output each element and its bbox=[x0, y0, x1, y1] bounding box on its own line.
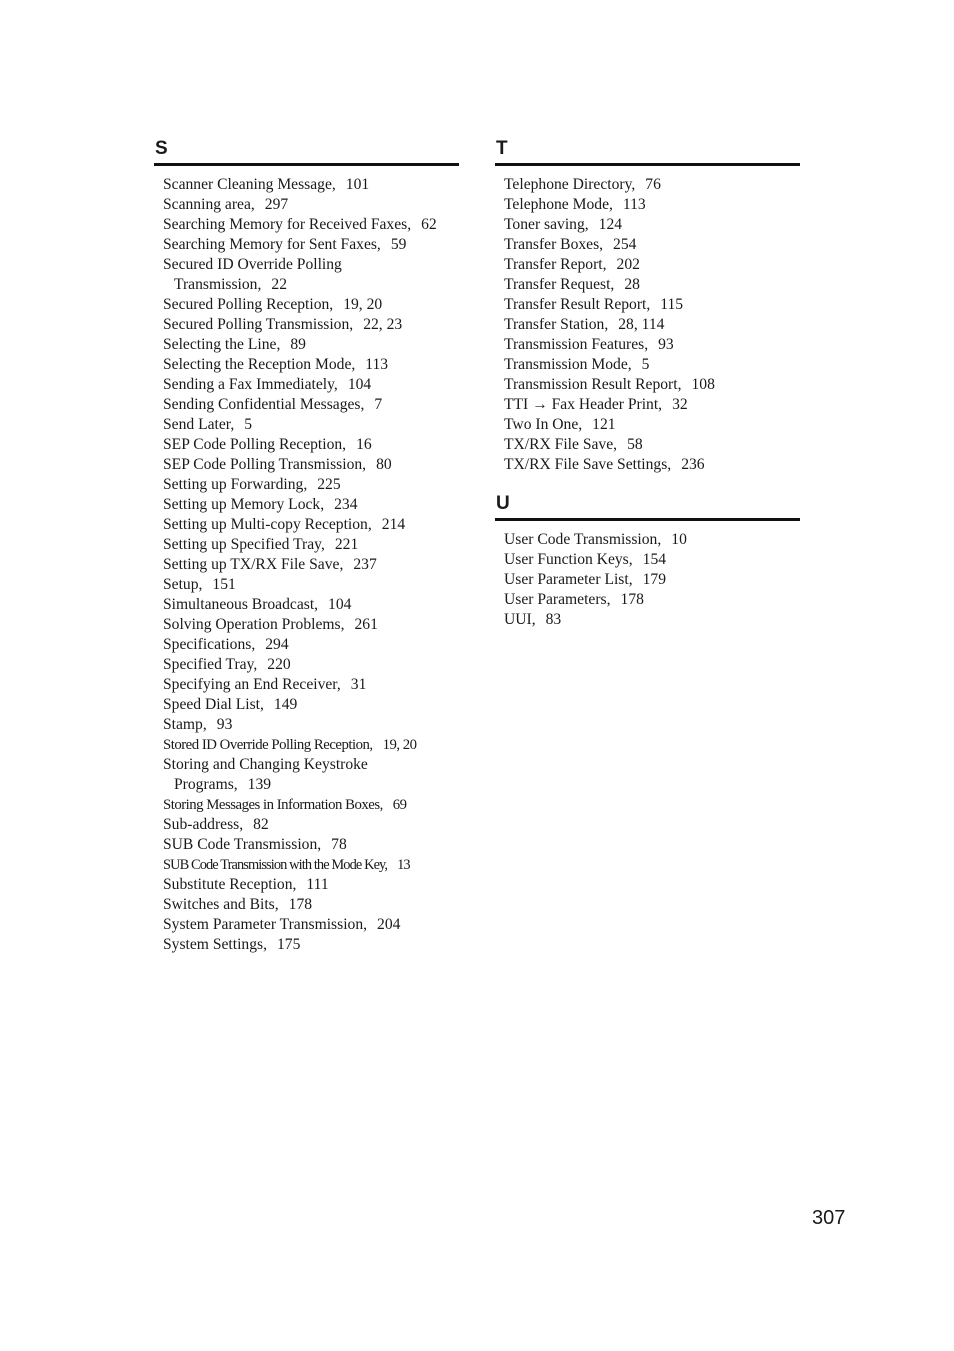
index-entry: Transmission Features, 93 bbox=[504, 336, 674, 353]
index-entry: Setup, 151 bbox=[163, 576, 236, 593]
index-entry: Secured Polling Transmission, 22, 23 bbox=[163, 316, 403, 333]
index-entry: SUB Code Transmission, 78 bbox=[163, 836, 347, 853]
index-entry: Transfer Station, 28, 114 bbox=[504, 316, 665, 333]
index-entry: Storing Messages in Information Boxes, 69 bbox=[163, 797, 407, 813]
index-entry: TX/RX File Save, 58 bbox=[504, 436, 643, 453]
index-section-t bbox=[495, 138, 800, 475]
index-entry: Two In One, 121 bbox=[504, 416, 616, 433]
index-section-s bbox=[154, 138, 459, 955]
index-entry: Setting up Multi-copy Reception, 214 bbox=[163, 516, 406, 533]
page-number: 307 bbox=[812, 1207, 846, 1229]
index-entry: Substitute Reception, 111 bbox=[163, 876, 329, 893]
index-entry: Storing and Changing Keystroke Programs, 139 bbox=[163, 756, 368, 793]
index-entry: Specifications, 294 bbox=[163, 636, 289, 653]
index-entry: Secured Polling Reception, 19, 20 bbox=[163, 296, 383, 313]
index-entry: Searching Memory for Received Faxes, 62 bbox=[163, 216, 437, 233]
index-entry: Specifying an End Receiver, 31 bbox=[163, 676, 367, 693]
index-entry: User Parameters, 178 bbox=[504, 591, 644, 608]
index-entry: User Function Keys, 154 bbox=[504, 551, 667, 568]
index-entry: Stamp, 93 bbox=[163, 716, 233, 733]
index-entry: Speed Dial List, 149 bbox=[163, 696, 298, 713]
index-entry: Switches and Bits, 178 bbox=[163, 896, 313, 913]
section-heading-t: T bbox=[495, 138, 800, 166]
index-column-left bbox=[154, 138, 459, 955]
index-entry: Sub-address, 82 bbox=[163, 816, 269, 833]
section-heading-u: U bbox=[495, 493, 800, 521]
index-entry: Specified Tray, 220 bbox=[163, 656, 291, 673]
index-entry: Scanner Cleaning Message, 101 bbox=[163, 176, 370, 193]
index-entry: Selecting the Reception Mode, 113 bbox=[163, 356, 389, 373]
index-entry: Telephone Mode, 113 bbox=[504, 196, 646, 213]
entry-list-t bbox=[495, 175, 800, 475]
index-entry: Setting up Specified Tray, 221 bbox=[163, 536, 359, 553]
index-entry: Sending Confidential Messages, 7 bbox=[163, 396, 383, 413]
index-entry: Transfer Boxes, 254 bbox=[504, 236, 637, 253]
index-entry: Transfer Report, 202 bbox=[504, 256, 640, 273]
entry-list-s bbox=[154, 175, 459, 955]
entry-list-u bbox=[495, 530, 800, 630]
index-entry: Setting up Forwarding, 225 bbox=[163, 476, 341, 493]
index-entry: SEP Code Polling Transmission, 80 bbox=[163, 456, 392, 473]
index-entry: User Code Transmission, 10 bbox=[504, 531, 687, 548]
index-entry: Telephone Directory, 76 bbox=[504, 176, 661, 193]
index-entry: UUI, 83 bbox=[504, 611, 562, 628]
index-entry: Setting up Memory Lock, 234 bbox=[163, 496, 358, 513]
index-entry: TTI → Fax Header Print, 32 bbox=[504, 396, 688, 413]
index-entry: Transfer Request, 28 bbox=[504, 276, 640, 293]
index-entry: Searching Memory for Sent Faxes, 59 bbox=[163, 236, 407, 253]
index-entry: System Parameter Transmission, 204 bbox=[163, 916, 401, 933]
index-entry: Sending a Fax Immediately, 104 bbox=[163, 376, 372, 393]
section-heading-s: S bbox=[154, 138, 459, 166]
index-entry: Secured ID Override Polling Transmission, 22 bbox=[163, 256, 342, 293]
index-entry: User Parameter List, 179 bbox=[504, 571, 666, 588]
index-entry: Transmission Result Report, 108 bbox=[504, 376, 715, 393]
index-entry: Simultaneous Broadcast, 104 bbox=[163, 596, 352, 613]
index-entry: Selecting the Line, 89 bbox=[163, 336, 306, 353]
index-entry: Scanning area, 297 bbox=[163, 196, 289, 213]
index-entry: Send Later, 5 bbox=[163, 416, 253, 433]
index-entry: Transmission Mode, 5 bbox=[504, 356, 650, 373]
index-entry: SUB Code Transmission with the Mode Key, 13 bbox=[163, 857, 410, 873]
index-entry: Stored ID Override Polling Reception, 19, 20 bbox=[163, 737, 417, 753]
index-entry: Toner saving, 124 bbox=[504, 216, 623, 233]
index-column-right bbox=[495, 138, 800, 630]
index-entry: SEP Code Polling Reception, 16 bbox=[163, 436, 372, 453]
index-entry: Transfer Result Report, 115 bbox=[504, 296, 684, 313]
index-entry: Setting up TX/RX File Save, 237 bbox=[163, 556, 377, 573]
index-entry: TX/RX File Save Settings, 236 bbox=[504, 456, 705, 473]
index-entry: System Settings, 175 bbox=[163, 936, 301, 953]
index-section-u bbox=[495, 493, 800, 630]
index-entry: Solving Operation Problems, 261 bbox=[163, 616, 378, 633]
